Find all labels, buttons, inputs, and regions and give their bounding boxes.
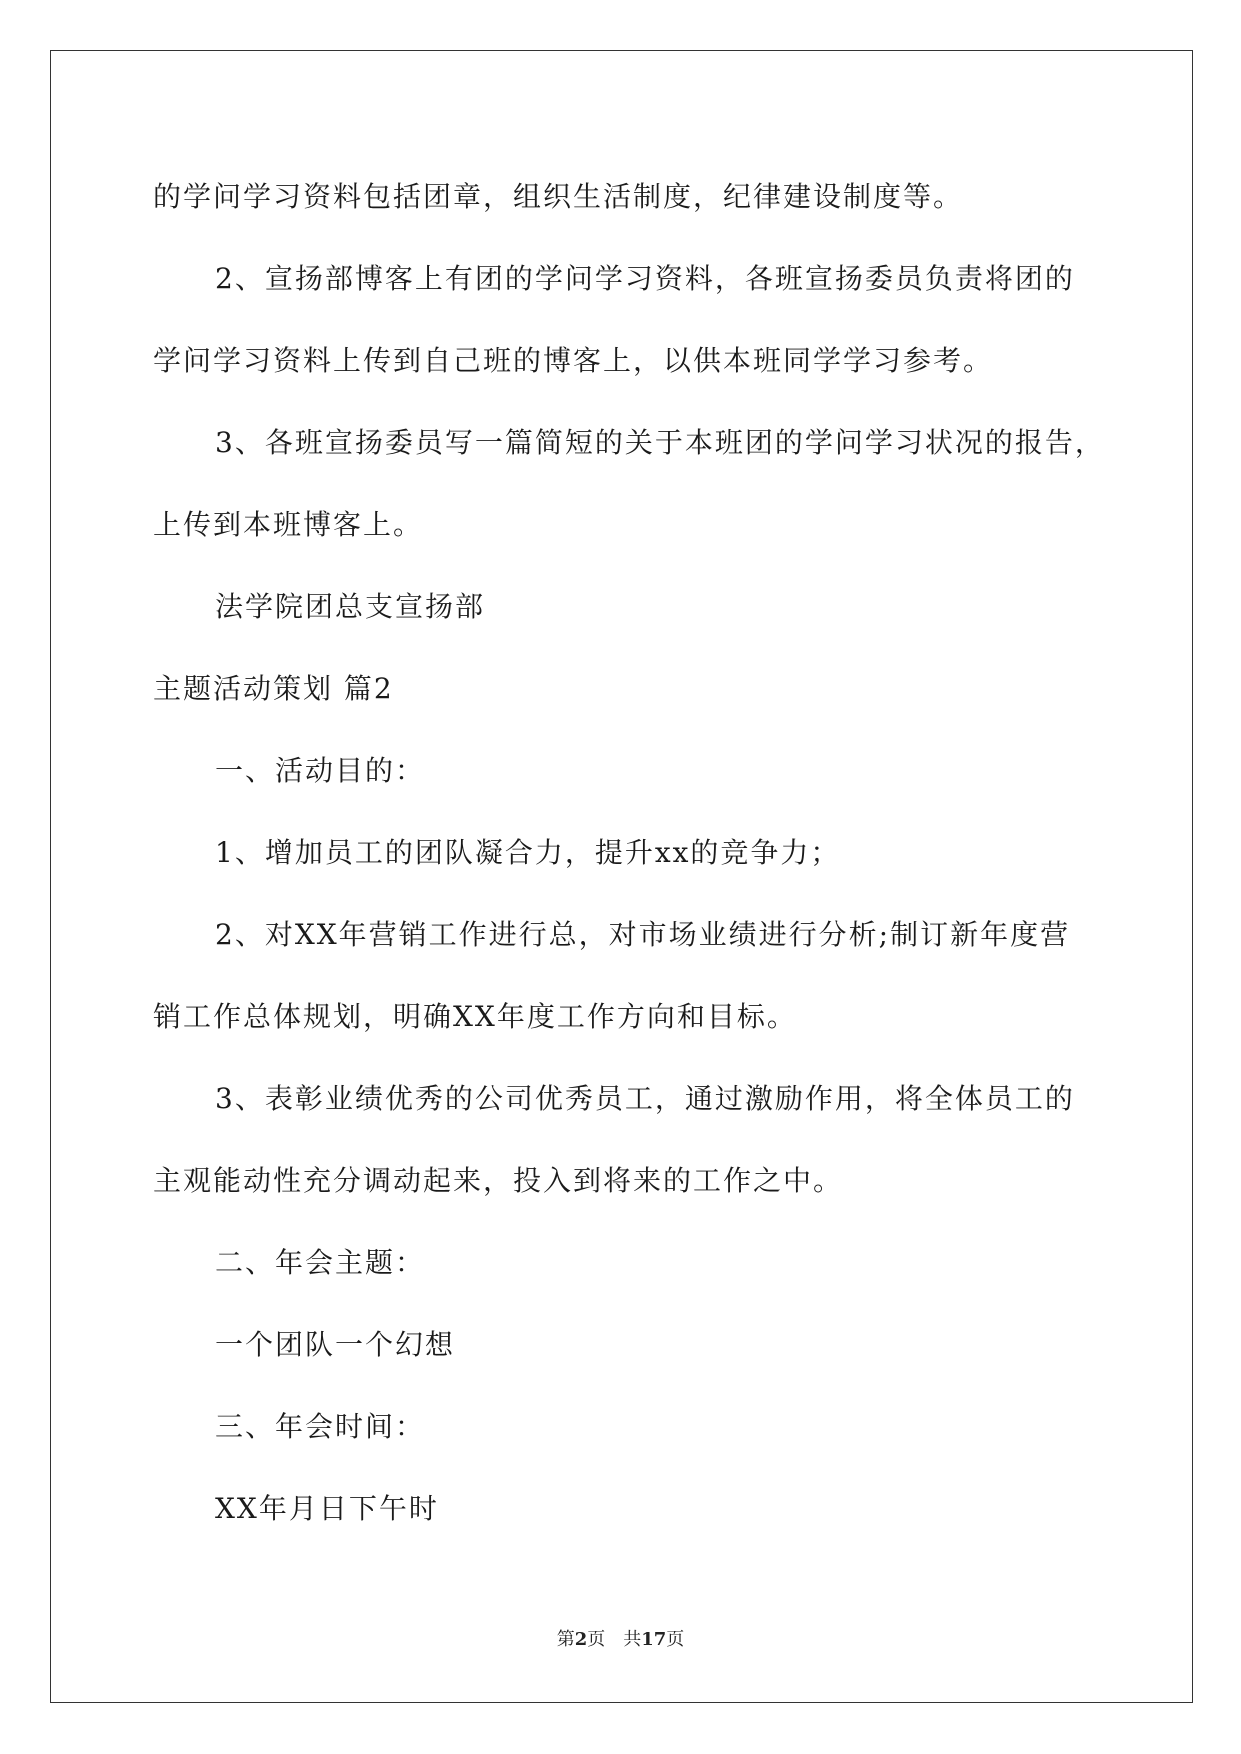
text-line-1: 的学问学习资料包括团章，组织生活制度，纪律建设制度等。 — [153, 180, 964, 213]
text-line-4: 3、各班宣扬委员写一篇简短的关于本班团的学问学习状况的报告， — [215, 426, 1105, 459]
text-line-15: 一个团队一个幻想 — [215, 1328, 456, 1361]
text-line-17: XX年月日下午时 — [215, 1492, 439, 1525]
text-line-12: 3、表彰业绩优秀的公司优秀员工，通过激励作用，将全体员工的 — [215, 1082, 1075, 1115]
text-line-5: 上传到本班博客上。 — [153, 508, 424, 541]
text-line-11: 销工作总体规划，明确XX年度工作方向和目标。 — [153, 1000, 797, 1033]
footer-page-suffix: 页 — [587, 1629, 606, 1650]
text-line-10: 2、对XX年营销工作进行总，对市场业绩进行分析;制订新年度营 — [215, 918, 1071, 951]
subheading-theme: 二、年会主题： — [215, 1246, 426, 1279]
section-heading: 主题活动策划 篇2 — [153, 672, 394, 705]
footer-total-prefix: 共 — [623, 1629, 642, 1650]
footer-page-prefix: 第 — [556, 1629, 575, 1650]
subheading-purpose: 一、活动目的： — [215, 754, 426, 787]
text-line-13: 主观能动性充分调动起来，投入到将来的工作之中。 — [153, 1164, 844, 1197]
text-line-9: 1、增加员工的团队凝合力，提升xx的竞争力； — [215, 836, 841, 869]
footer-total-pages: 17 — [641, 1629, 667, 1650]
signature-line: 法学院团总支宣扬部 — [215, 590, 486, 623]
subheading-time: 三、年会时间： — [215, 1410, 426, 1443]
footer-page-number: 2 — [574, 1629, 588, 1650]
document-body — [153, 156, 1105, 1550]
text-line-3: 学问学习资料上传到自己班的博客上，以供本班同学学习参考。 — [153, 344, 994, 377]
footer-total-suffix: 页 — [666, 1629, 685, 1650]
text-line-2: 2、宣扬部博客上有团的学问学习资料，各班宣扬委员负责将团的 — [215, 262, 1075, 295]
page-footer — [0, 1625, 1241, 1651]
